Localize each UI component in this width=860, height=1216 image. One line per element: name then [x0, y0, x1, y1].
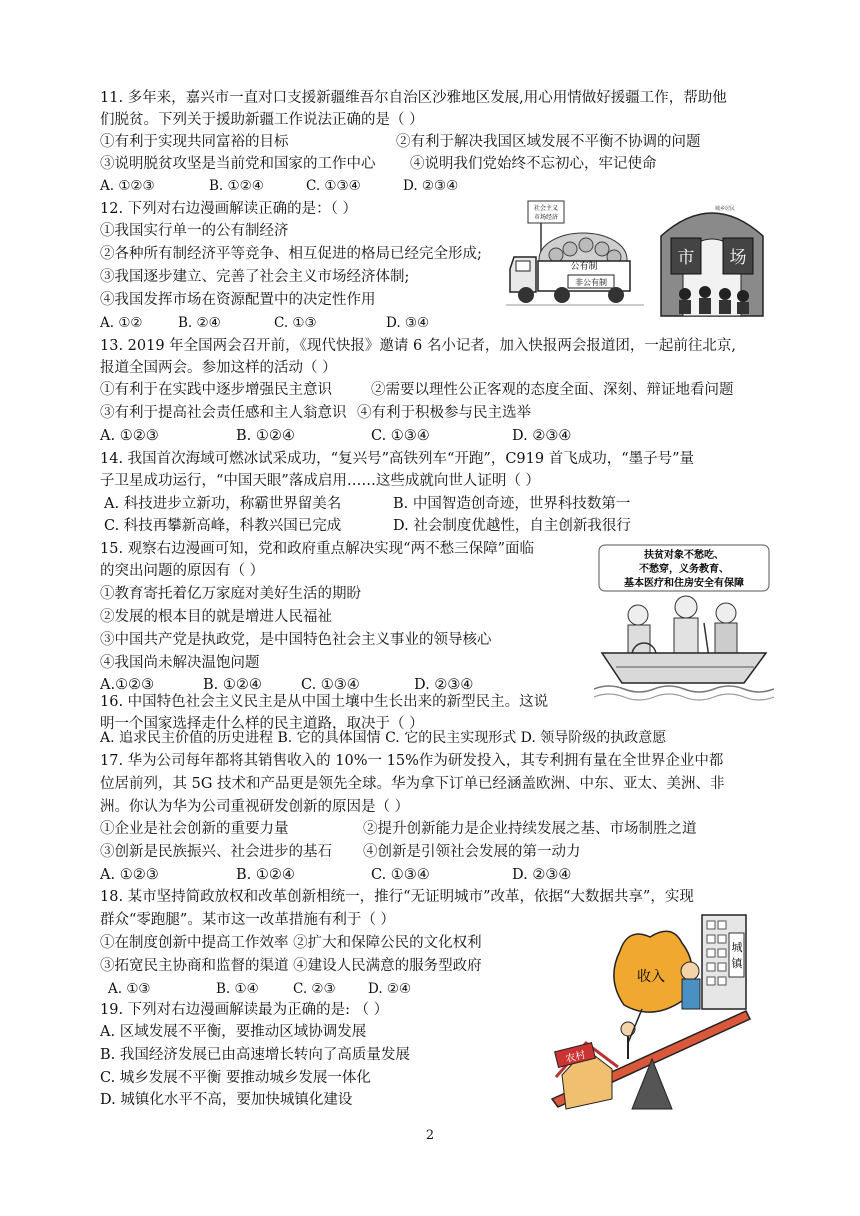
q15-option-4: ④我国尚未解决温饱问题: [100, 655, 260, 671]
q11-option-4: ④说明我们党始终不忘初心，牢记使命: [410, 156, 657, 172]
q19-choice-c: C. 城乡发展不平衡 要推动城乡发展一体化: [100, 1070, 371, 1086]
q13-choice-d: D. ②③④: [512, 428, 572, 444]
q12-option-2: ②各种所有制经济平等竞争、相互促进的格局已经完全形成;: [100, 246, 482, 262]
gate-left-char: 市: [677, 248, 695, 268]
q14-stem-cont: 子卫星成功运行，“中国天眼”落成启用……这些成就向世人证明（ ）: [100, 473, 540, 489]
q16-stem: 16. 中国特色社会主义民主是从中国土壤中生长出来的新型民主。这说: [100, 694, 549, 710]
q18-stem-cont: 群众“零跑腿”。某市这一改革措施有利于（ ）: [100, 912, 395, 928]
q18-choice-c: C. ②③: [293, 981, 336, 997]
q13-option-3: ③有利于提高社会责任感和主人翁意识: [100, 405, 347, 421]
house-label: 农村: [564, 1049, 587, 1066]
q14-choice-c: C. 科技再攀新高峰，科教兴国已完成: [104, 518, 342, 534]
q17-choice-d: D. ②③④: [512, 867, 572, 883]
q11-option-1: ①有利于实现共同富裕的目标: [100, 134, 289, 150]
q16-choices: A. 追求民主价值的历史进程 B. 它的具体国情 C. 它的民主实现形式 D. 领导阶级的执政意愿: [100, 730, 667, 746]
q19-seesaw-cartoon: [532, 909, 770, 1124]
sign-top-text: 社会主义: [533, 205, 559, 212]
q11-choice-a: A. ①②③: [100, 178, 155, 194]
q11-choice-b: B. ①②④: [209, 178, 264, 194]
q13-choice-b: B. ①②④: [236, 428, 295, 444]
q17-stem-cont: 位居前列，其 5G 技术和产品更是领先全球。华为拿下订单已经涵盖欧洲、中东、亚太、美洲、非: [100, 776, 725, 792]
q11-choice-c: C. ①③④: [306, 178, 361, 194]
q18-choice-d: D. ②④: [368, 981, 412, 997]
q12-choice-c: C. ①③: [274, 315, 317, 331]
q19-choice-b: B. 我国经济发展已由高速增长转向了高质量发展: [100, 1047, 410, 1063]
q13-choice-c: C. ①③④: [371, 428, 430, 444]
q17-choice-b: B. ①②④: [236, 867, 295, 883]
q14-choice-d: D. 社会制度优越性，自主创新我很行: [393, 518, 631, 534]
boat-text-3: 基本医疗和住房安全有保障: [624, 578, 744, 589]
building-label-2: 镇: [731, 957, 743, 970]
q18-choice-b: B. ①④: [216, 981, 259, 997]
q15-stem: 15. 观察右边漫画可知，党和政府重点解决实现“两不愁三保障”面临: [100, 541, 534, 557]
q15-choice-b: B. ①②④: [203, 677, 262, 693]
q12-truck-cartoon: [506, 197, 644, 315]
q17-option-1: ①企业是社会创新的重要力量: [100, 821, 289, 837]
q15-option-2: ②发展的根本目的就是增进人民福祉: [100, 609, 332, 625]
q12-stem: 12. 下列对右边漫画解读正确的是：（ ）: [100, 201, 358, 217]
building-label-1: 城: [731, 941, 743, 954]
q12-choice-b: B. ②④: [178, 315, 221, 331]
q12-option-4: ④我国发挥市场在资源配置中的决定性作用: [100, 292, 376, 308]
q15-choice-d: D. ②③④: [414, 677, 474, 693]
q14-choice-b: B. 中国智造创奇迹，世界科技数第一: [393, 496, 631, 512]
q15-boat-cartoon: [594, 543, 774, 701]
q17-choice-a: A. ①②③: [100, 867, 159, 883]
q18-stem: 18. 某市坚持简政放权和改革创新相统一，推行“无证明城市”改革，依据“大数据共享”，实现: [100, 889, 694, 905]
q18-options-1: ①在制度创新中提高工作效率 ②扩大和保障公民的文化权利: [100, 935, 482, 951]
q17-option-2: ②提升创新能力是企业持续发展之基、市场制胜之道: [363, 821, 697, 837]
q15-choice-c: C. ①③④: [301, 677, 360, 693]
gate-right-char: 场: [729, 248, 747, 268]
boat-text-1: 扶贫对象不愁吃、: [644, 550, 724, 561]
q13-stem-cont: 报道全国两会。参加这样的活动（ ）: [100, 360, 337, 376]
q14-stem: 14. 我国首次海域可燃冰试采成功，“复兴号”高铁列车“开跑”，C919 首飞成功，“墨子号”量: [100, 451, 695, 467]
q17-option-3: ③创新是民族振兴、社会进步的基石: [100, 844, 332, 860]
q15-choice-a: A.①②③: [100, 677, 155, 693]
q18-options-2: ③拓宽民主协商和监督的渠道 ④建设人民满意的服务型政府: [100, 958, 482, 974]
q15-option-3: ③中国共产党是执政党，是中国特色社会主义事业的领导核心: [100, 632, 492, 648]
q12-option-3: ③我国逐步建立、完善了社会主义市场经济体制;: [100, 269, 410, 285]
q12-option-1: ①我国实行单一的公有制经济: [100, 223, 289, 239]
q12-market-cartoon: [653, 196, 771, 320]
q18-choice-a: A. ①③: [108, 981, 151, 997]
q11-choice-d: D. ②③④: [403, 178, 459, 194]
q11-option-3: ③说明脱贫攻坚是当前党和国家的工作中心: [100, 156, 376, 172]
bag-label: 收入: [637, 969, 665, 985]
q13-option-4: ④有利于积极参与民主选举: [357, 405, 531, 421]
q13-choice-a: A. ①②③: [100, 428, 159, 444]
q13-option-1: ①有利于在实践中逐步增强民主意识: [100, 382, 332, 398]
page-number: 2: [425, 1128, 435, 1143]
boat-text-2: 不愁穿，义务教育、: [639, 564, 729, 575]
q12-choice-d: D. ③④: [386, 315, 430, 331]
q12-choice-a: A. ①②: [100, 315, 143, 331]
q11-option-2: ②有利于解决我国区域发展不平衡不协调的问题: [396, 134, 701, 150]
box-label: 非公有制: [575, 278, 607, 287]
q11-stem: 11. 多年来，嘉兴市一直对口支援新疆维吾尔自治区沙雅地区发展,用心用情做好援疆工作，帮助他: [100, 90, 727, 106]
q17-stem-cont-2: 洲。你认为华为公司重视研发创新的原因是（ ）: [100, 799, 410, 815]
q11-stem-cont: 们脱贫。下列关于援助新疆工作说法正确的是（ ）: [100, 112, 424, 128]
q15-option-1: ①教育寄托着亿万家庭对美好生活的期盼: [100, 586, 361, 602]
q13-stem: 13. 2019 年全国两会召开前，《现代快报》邀请 6 名小记者，加入快报两会报道团，一起前往北京,: [100, 338, 736, 354]
q17-option-4: ④创新是引领社会发展的第一动力: [363, 844, 581, 860]
cargo-label: 公有制: [570, 262, 598, 272]
sign-bottom-text: 市场经济: [533, 214, 559, 221]
q13-option-2: ②需要以理性公正客观的态度全面、深刻、辩证地看问题: [371, 382, 734, 398]
q15-stem-cont: 的突出问题的原因有（ ）: [100, 563, 265, 579]
q16-stem-cont: 明一个国家选择走什么样的民主道路，取决于（ ）: [100, 716, 424, 732]
q17-choice-c: C. ①③④: [371, 867, 430, 883]
q17-stem: 17. 华为公司每年都将其销售收入的 10%一 15%作为研发投入，其专利拥有量在全世界企业中都: [100, 753, 724, 769]
q19-choice-d: D. 城镇化水平不高，要加快城镇化建设: [100, 1092, 353, 1108]
q14-choice-a: A. 科技进步立新功，称霸世界留美名: [104, 496, 342, 512]
gate-top-text: 城乡居民: [714, 206, 736, 212]
q19-choice-a: A. 区域发展不平衡，要推动区域协调发展: [100, 1024, 367, 1040]
q19-stem: 19. 下列对右边漫画解读最为正确的是: （ ）: [100, 1002, 389, 1018]
